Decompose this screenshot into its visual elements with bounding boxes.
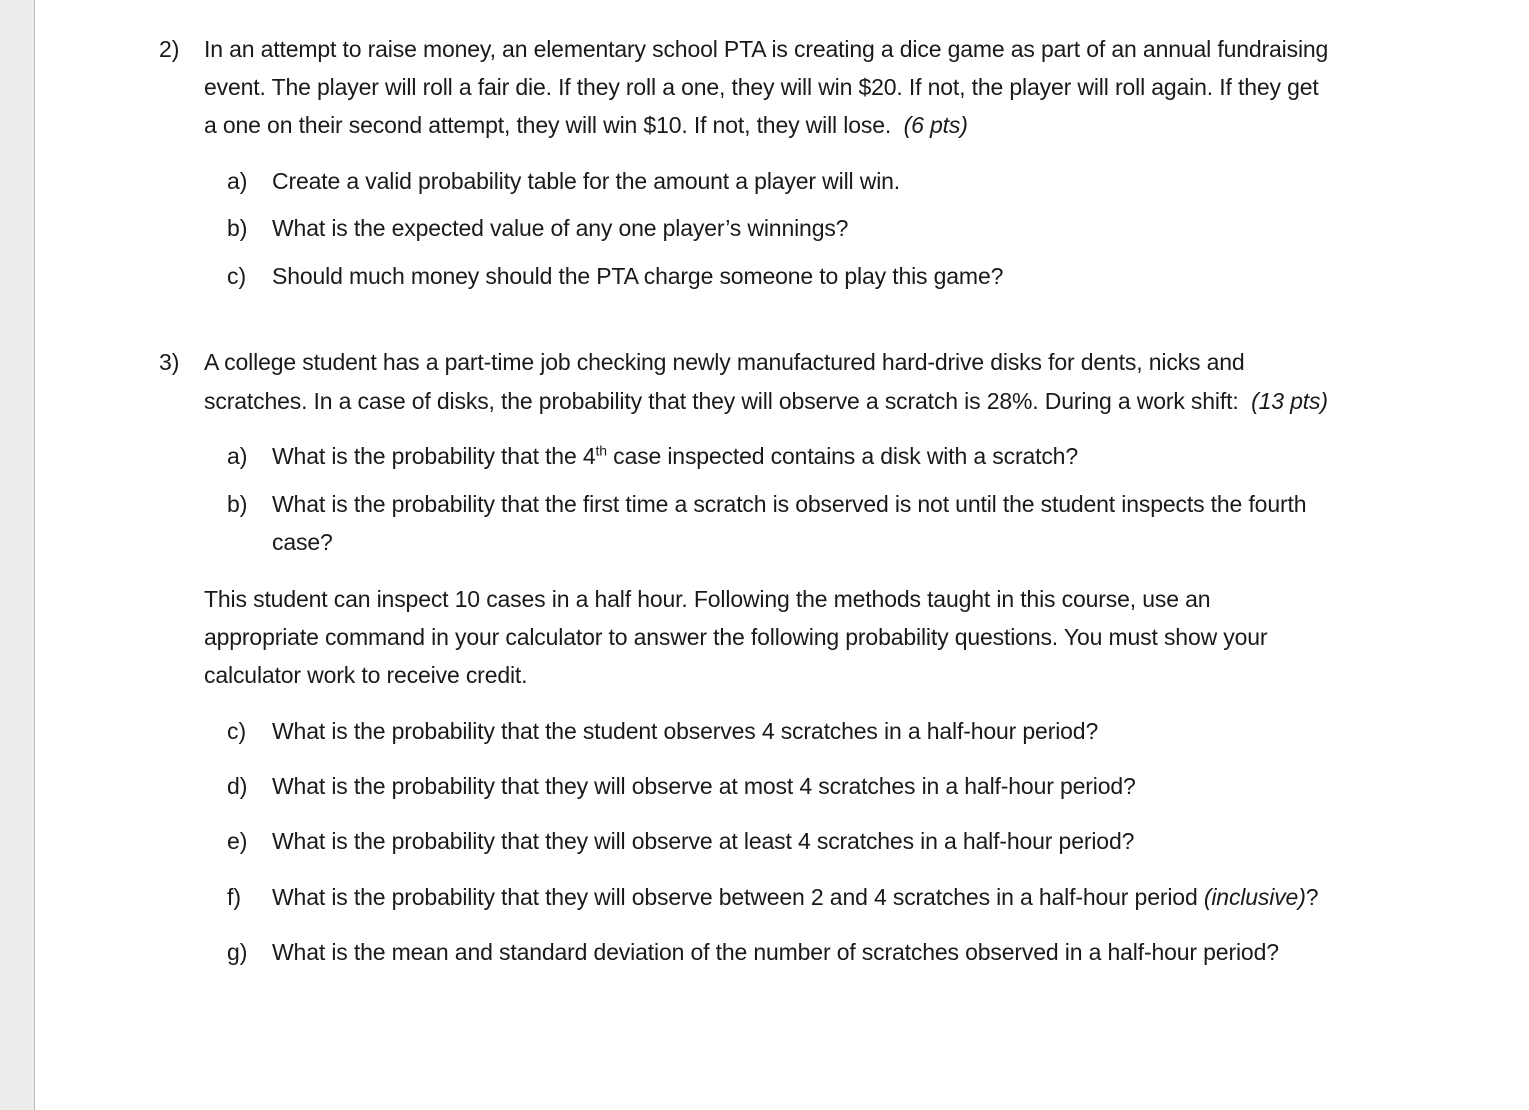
- question-2c-label: c): [227, 263, 247, 289]
- question-3-number: 3): [159, 349, 180, 375]
- document-page: [35, 0, 1529, 1110]
- question-3-line-1: A college student has a part-time job checking newly manufactured hard-drive disks for dents, nicks and: [204, 349, 1245, 375]
- question-3b-line-2: case?: [272, 529, 333, 555]
- question-2-line-1: In an attempt to raise money, an elementary school PTA is creating a dice game as part of an annual fundraising: [204, 36, 1329, 62]
- question-3-intro-line-3: calculator work to receive credit.: [204, 662, 528, 688]
- question-3g-text: What is the mean and standard deviation of the number of scratches observed in a half-hour period?: [272, 939, 1279, 965]
- question-3-intro-line-2: appropriate command in your calculator to answer the following probability questions. You must show your: [204, 624, 1268, 650]
- question-2c-text: Should much money should the PTA charge someone to play this game?: [272, 263, 1004, 289]
- question-3e-text: What is the probability that they will observe at least 4 scratches in a half-hour period?: [272, 828, 1135, 854]
- question-3d-text: What is the probability that they will observe at most 4 scratches in a half-hour period?: [272, 773, 1136, 799]
- question-3b-label: b): [227, 491, 248, 517]
- question-3f-text: What is the probability that they will observe between 2 and 4 scratches in a half-hour period (inclusive)?: [272, 884, 1319, 910]
- ordinal-suffix: th: [595, 442, 607, 459]
- question-3c-label: c): [227, 718, 247, 744]
- question-3c-text: What is the probability that the student observes 4 scratches in a half-hour period?: [272, 718, 1099, 744]
- left-margin-ruler: [0, 0, 35, 1110]
- question-2b-label: b): [227, 215, 248, 241]
- question-3-intro-line-1: This student can inspect 10 cases in a half hour. Following the methods taught in this course, use an: [204, 586, 1211, 612]
- question-3g-label: g): [227, 939, 248, 965]
- question-3f-label: f): [227, 884, 242, 910]
- question-3b-line-1: What is the probability that the first time a scratch is observed is not until the student inspects the fourth: [272, 491, 1307, 517]
- question-2-points: (6 pts): [903, 112, 968, 138]
- question-2-line-3: a one on their second attempt, they will win $10. If not, they will lose. (6 pts): [204, 112, 968, 138]
- question-2a-text: Create a valid probability table for the amount a player will win.: [272, 168, 901, 194]
- question-2a-label: a): [227, 168, 248, 194]
- question-3-points: (13 pts): [1251, 388, 1328, 414]
- question-3-line-2: scratches. In a case of disks, the probability that they will observe a scratch is 28%. During a work shift: (13 pts): [204, 388, 1328, 414]
- question-3e-label: e): [227, 828, 248, 854]
- question-2-number: 2): [159, 36, 180, 62]
- question-3d-label: d): [227, 773, 248, 799]
- question-2b-text: What is the expected value of any one player’s winnings?: [272, 215, 849, 241]
- question-3a-label: a): [227, 443, 248, 469]
- question-3a-text: What is the probability that the 4th case inspected contains a disk with a scratch?: [272, 442, 1078, 469]
- question-2-line-2: event. The player will roll a fair die. If they roll a one, they will win $20. If not, the player will roll again. If they get: [204, 74, 1319, 100]
